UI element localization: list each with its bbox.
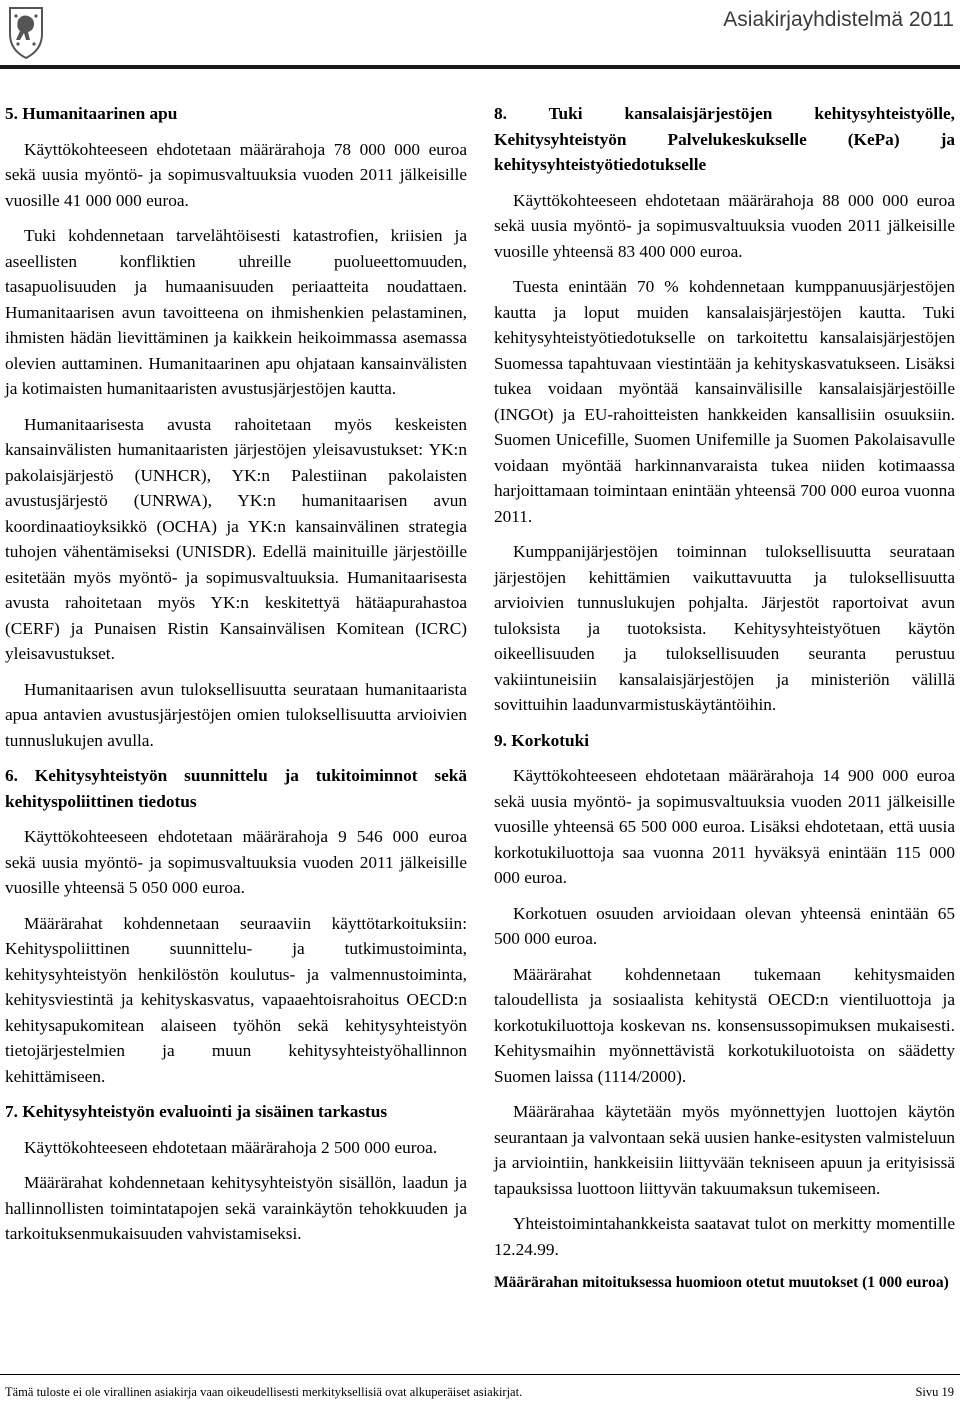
table-caption: Määrärahan mitoituksessa huomioon otetut muutokset (1 000 euroa): [494, 1274, 949, 1291]
section-heading: 9. Korkotuki: [494, 730, 590, 750]
body-paragraph: Määrärahat kohdennetaan seuraaviin käyttötarkoituksiin: Kehityspoliittinen suunnittelu- ja tutkimustoiminta, kehitysyhteistyön henkilöstön koulutus- ja valmennustoiminta, kehitysviestintä ja kehityskasvatus, vapaaehtoisrahoitus OECD:n kehitysapukomitean alaiseen työhön sekä kehitysyhteistyön tietojärjestelmien ja muun kehitysyhteistyöhallinnon kehittämiseen.: [5, 913, 467, 1086]
coat-of-arms-lion-icon: [6, 4, 46, 60]
footer-disclaimer: Tämä tuloste ei ole virallinen asiakirja vaan oikeudellisesti merkityksellisiä ovat alkuperäiset asiakirjat.: [5, 1385, 523, 1399]
body-paragraph: Määrärahat kohdennetaan tukemaan kehitysmaiden taloudellista ja sosiaalista kehitystä OECD:n vientiluottoja ja korkotukiluottoja koskevan ns. konsensussopimuksen mukaisesti. Kehitysmaihin myönnettävistä korkotukiluotoista on säädetty Suomen laissa (1114/2000).: [494, 964, 955, 1086]
section-heading: 8. Tuki kansalaisjärjestöjen kehitysyhteistyölle, Kehitysyhteistyön Palvelukeskukselle (KePa) ja kehitysyhteistyötiedotukselle: [494, 104, 955, 174]
body-paragraph: Käyttökohteeseen ehdotetaan määrärahoja 9 546 000 euroa sekä uusia myöntö- ja sopimusvaltuuksia vuoden 2011 jälkeisille vuosille yhteensä 5 050 000 euroa.: [5, 827, 467, 897]
section-heading: 6. Kehitysyhteistyön suunnittelu ja tukitoiminnot sekä kehityspoliittinen tiedotus: [5, 766, 467, 811]
body-paragraph: Kumppanijärjestöjen toiminnan tuloksellisuutta seurataan järjestöjen kehittämien vaikuttavuutta ja tuloksellisuutta arvioivien tunnuslukujen pohjalta. Järjestöt raportoivat avun tuloksista ja tuotoksista. Kehitysyhteistyötuen käytön oikeellisuuden ja tuloksellisuuden seuranta perustuu vakiintuneisiin kansalaisjärjestöjen ja ministeriön välillä sovittuihin laadunvarmistuskäytäntöihin.: [494, 542, 955, 714]
body-paragraph: Käyttökohteeseen ehdotetaan määrärahoja 88 000 000 euroa sekä uusia myöntö- ja sopimusvaltuuksia vuoden 2011 jälkeisille vuosille yhteensä 83 400 000 euroa.: [494, 190, 955, 261]
body-paragraph: Määrärahat kohdennetaan kehitysyhteistyön sisällön, laadun ja hallinnollisten toimintatapojen sekä varainkäytön tehokkuuden ja tarkoituksenmukaisuuden vahvistamiseksi.: [5, 1173, 467, 1243]
body-paragraph: Korkotuen osuuden arvioidaan olevan yhteensä enintään 65 500 000 euroa.: [494, 903, 955, 948]
body-paragraph: Humanitaarisesta avusta rahoitetaan myös keskeisten kansainvälisten humanitaaristen järjestöjen yleisavustukset: YK:n pakolaisjärjestö (UNHCR), YK:n Palestiinan pakolaisten avustusjärjestö (UNRWA), YK:n humanitaarisen avun koordinaatioyksikkö (OCHA) ja YK:n kansainvälinen strategia tuhojen vähentämiseksi (UNISDR). Edellä mainituille järjestöille esitetään myös myöntö- ja sopimusvaltuuksia. Humanitaarisesta avusta rahoitetaan myös YK:n keskitettyä hätäapurahastoa (CERF) ja Punaisen Ristin Kansainvälisen Komitean (ICRC) yleisavustukset.: [5, 414, 467, 663]
document-title: Asiakirjayhdistelmä 2011: [723, 8, 954, 31]
body-paragraph: Käyttökohteeseen ehdotetaan määrärahoja 2 500 000 euroa.: [24, 1137, 438, 1157]
body-paragraph: Käyttökohteeseen ehdotetaan määrärahoja 14 900 000 euroa sekä uusia myöntö- ja sopimusvaltuuksia vuoden 2011 jälkeisille vuosille yhteensä 65 500 000 euroa. Lisäksi ehdotetaan, että uusia korkotukiluottoja saa vuonna 2011 hyväksyä enintään 115 000 000 euroa.: [494, 766, 955, 887]
section-heading: 7. Kehitysyhteistyön evaluointi ja sisäinen tarkastus: [5, 1102, 388, 1121]
page-number: Sivu 19: [915, 1385, 954, 1399]
left-column: [5, 101, 467, 1257]
body-paragraph: Määrärahaa käytetään myös myönnettyjen luottojen käytön seurantaan ja valvontaan sekä uusien hanke-esitysten valmisteluun ja arviointiin, hankkeisiin liittyvään tekniseen apuun ja erityisissä tapauksissa luottoon liittyvän takuumaksun tukemiseen.: [494, 1102, 955, 1198]
footer-rule: [0, 1374, 960, 1375]
section-heading: 5. Humanitaarinen apu: [5, 104, 178, 123]
body-paragraph: Tuesta enintään 70 % kohdennetaan kumppanuusjärjestöjen kautta ja loput muiden kansalaisjärjestöjen kautta. Tuki kehitysyhteistyötiedotukselle on tarkoitettu kansalaisjärjestöjen Suomessa tapahtuvaan viestintään ja kehityskasvatukseen. Lisäksi tukea voidaan myöntää kansainvälisille kansalaisjärjestöille (INGOt) ja EU-rahoitteisten hankkeiden kansallisiin osuuksiin. Suomen Unicefille, Suomen Unifemille ja Suomen Pakolaisavulle voidaan myöntää harkinnanvaraista tukea niiden kotimaassa harjoittamaan toimintaan enintään yhteensä 700 000 euroa vuonna 2011.: [494, 277, 955, 526]
body-paragraph: Humanitaarisen avun tuloksellisuutta seurataan humanitaarista apua antavien avustusjärjestöjen omien tuloksellisuutta arvioivien tunnuslukujen avulla.: [5, 679, 467, 750]
body-paragraph: Tuki kohdennetaan tarvelähtöisesti katastrofien, kriisien ja aseellisten konfliktien uhreille puolueettomuuden, tasapuolisuuden ja humaanisuuden periaatteita noudattaen. Humanitaarisen avun tavoitteena on ihmishenkien pelastaminen, ihmisten hädän lievittäminen ja kaikkein heikoimmassa asemassa olevien auttaminen. Humanitaarinen apu ohjataan kansainvälisten ja kotimaisten humanitaaristen avustusjärjestöjen kautta.: [5, 226, 467, 398]
right-column: [494, 101, 955, 1303]
header-rule: [0, 65, 960, 69]
body-paragraph: Yhteistoimintahankkeista saatavat tulot on merkitty momentille 12.24.99.: [494, 1214, 955, 1259]
body-paragraph: Käyttökohteeseen ehdotetaan määrärahoja 78 000 000 euroa sekä uusia myöntö- ja sopimusvaltuuksia vuoden 2011 jälkeisille vuosille 41 000 000 euroa.: [5, 139, 467, 210]
